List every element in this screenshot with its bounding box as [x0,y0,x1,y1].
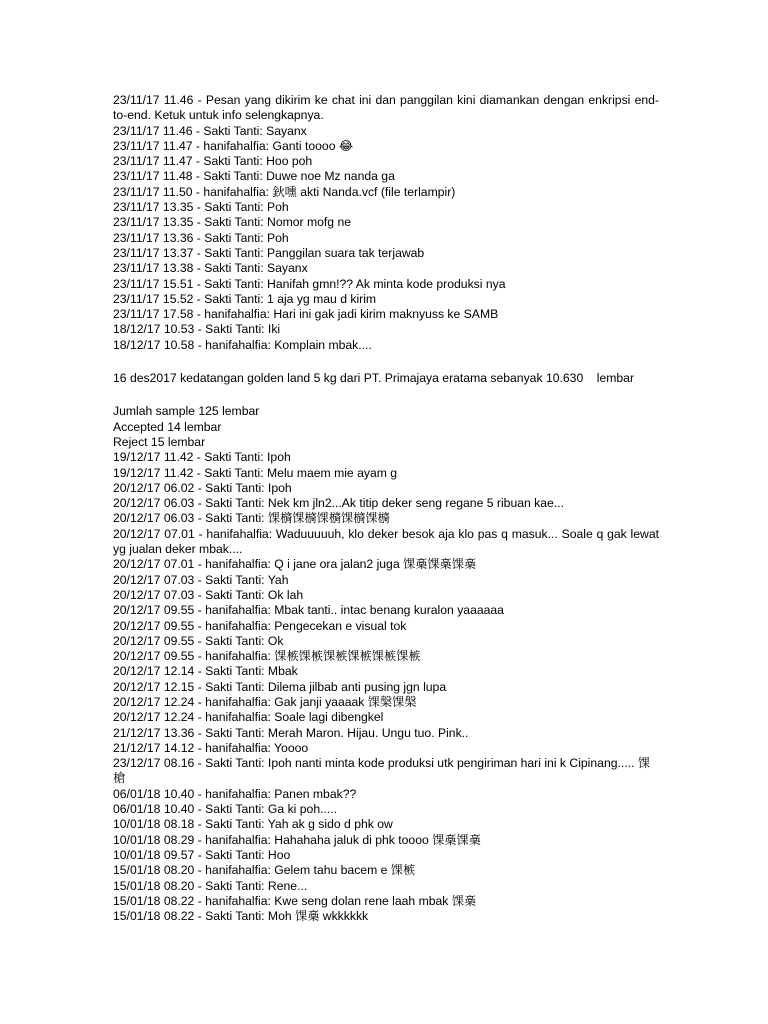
chat-line: 23/11/17 11.47 - Sakti Tanti: Hoo poh [113,154,313,169]
chat-transcript [113,93,663,924]
chat-line: 15/01/18 08.22 - hanifahalfia: Kwe seng dolan rene laah mbak 馃槀 [113,893,477,908]
chat-line: 19/12/17 11.42 - Sakti Tanti: Melu maem mie ayam g [113,465,398,480]
chat-line: 20/12/17 07.01 - hanifahalfia: Waduuuuuh, klo deker besok aja klo pas q masuk... Soale q gak lewat yg jualan deker mbak.... [113,526,663,557]
chat-line: 15/01/18 08.22 - Sakti Tanti: Moh 馃槀 wkkkkkk [113,909,369,924]
chat-line: 23/12/17 08.16 - Sakti Tanti: Ipoh nanti minta kode produksi utk pengiriman hari ini k Cipinang..... 馃槍 [113,756,651,786]
paragraph-gap [113,353,659,371]
chat-line: 20/12/17 06.03 - Sakti Tanti: 馃檹馃檹馃檹馃檹馃檹 [113,511,390,526]
chat-line: 20/12/17 07.03 - Sakti Tanti: Ok lah [113,587,304,602]
chat-line: 20/12/17 09.55 - hanifahalfia: 馃槉馃槉馃槉馃槉馃槉馃槉 [113,649,421,664]
chat-line: 18/12/17 10.58 - hanifahalfia: Komplain mbak.... [113,337,372,352]
chat-line: 23/11/17 13.36 - Sakti Tanti: Poh [113,230,289,245]
chat-line: 20/12/17 07.01 - hanifahalfia: Q i jane ora jalan2 juga 馃槀馃槀馃槀 [113,557,477,572]
chat-line: 23/11/17 11.50 - hanifahalfia: 鈥嚑 akti Nanda.vcf (file terlampir) [113,184,456,199]
chat-line: 20/12/17 12.24 - hanifahalfia: Soale lagi dibengkel [113,710,384,725]
chat-line: 23/11/17 11.47 - hanifahalfia: Ganti toooo 😂 [113,138,354,153]
chat-line: 20/12/17 06.03 - Sakti Tanti: Nek km jln2...Ak titip deker seng regane 5 ribuan kae... [113,496,564,511]
chat-line: 06/01/18 10.40 - hanifahalfia: Panen mbak?? [113,786,357,801]
chat-line: 10/01/18 08.18 - Sakti Tanti: Yah ak g sido d phk ow [113,817,393,832]
chat-line: 10/01/18 09.57 - Sakti Tanti: Hoo [113,847,291,862]
chat-line: 23/11/17 13.35 - Sakti Tanti: Poh [113,200,289,215]
chat-line: 19/12/17 11.42 - Sakti Tanti: Ipoh [113,450,291,465]
chat-line: 20/12/17 12.15 - Sakti Tanti: Dilema jilbab anti pusing jgn lupa [113,679,447,694]
chat-line: 10/01/18 08.29 - hanifahalfia: Hahahaha jaluk di phk toooo 馃槀馃槀 [113,832,481,847]
chat-line: 23/11/17 13.35 - Sakti Tanti: Nomor mofg ne [113,215,352,230]
chat-line: 20/12/17 12.14 - Sakti Tanti: Mbak [113,664,298,679]
reject-count-line: Reject 15 lembar [113,434,206,449]
accepted-count-line: Accepted 14 lembar [113,419,222,434]
chat-block-2 [113,404,663,924]
chat-line: 20/12/17 07.03 - Sakti Tanti: Yah [113,572,289,587]
chat-line: 20/12/17 12.24 - hanifahalfia: Gak janji yaaaak 馃槃馃槃 [113,694,417,709]
chat-line: 23/11/17 17.58 - hanifahalfia: Hari ini gak jadi kirim maknyuss ke SAMB [113,307,499,322]
delivery-note: 16 des2017 kedatangan golden land 5 kg dari PT. Primajaya eratama sebanyak 10.630 lembar [113,371,635,386]
paragraph-gap [113,386,659,404]
chat-block-1 [113,93,659,353]
chat-line: 20/12/17 06.02 - Sakti Tanti: Ipoh [113,480,292,495]
chat-line: 20/12/17 09.55 - hanifahalfia: Pengecekan e visual tok [113,618,407,633]
chat-line: 23/11/17 13.38 - Sakti Tanti: Sayanx [113,261,308,276]
chat-line: 15/01/18 08.20 - hanifahalfia: Gelem tahu bacem e 馃槉 [113,863,416,878]
sample-count-line: Jumlah sample 125 lembar [113,404,260,419]
chat-line: 06/01/18 10.40 - Sakti Tanti: Ga ki poh..... [113,802,338,817]
chat-line: 20/12/17 09.55 - hanifahalfia: Mbak tanti.. intac benang kuralon yaaaaaa [113,603,504,618]
chat-line: 23/11/17 15.52 - Sakti Tanti: 1 aja yg mau d kirim [113,291,377,306]
chat-line: 15/01/18 08.20 - Sakti Tanti: Rene... [113,878,308,893]
chat-line: 23/11/17 13.37 - Sakti Tanti: Panggilan suara tak terjawab [113,245,425,260]
chat-line: 23/11/17 11.48 - Sakti Tanti: Duwe noe Mz nanda ga [113,169,395,184]
chat-line: 20/12/17 09.55 - Sakti Tanti: Ok [113,633,284,648]
chat-line: 21/12/17 14.12 - hanifahalfia: Yoooo [113,740,309,755]
chat-line: 23/11/17 11.46 - Pesan yang dikirim ke chat ini dan panggilan kini diamankan dengan enkripsi end-to-end. Ketuk untuk info selengkapnya. [113,93,659,123]
chat-line: 23/11/17 11.46 - Sakti Tanti: Sayanx [113,123,307,138]
chat-line: 23/11/17 15.51 - Sakti Tanti: Hanifah gmn!?? Ak minta kode produksi nya [113,276,506,291]
chat-line: 18/12/17 10.53 - Sakti Tanti: Iki [113,322,281,337]
chat-line: 21/12/17 13.36 - Sakti Tanti: Merah Maron. Hijau. Ungu tuo. Pink.. [113,725,469,740]
